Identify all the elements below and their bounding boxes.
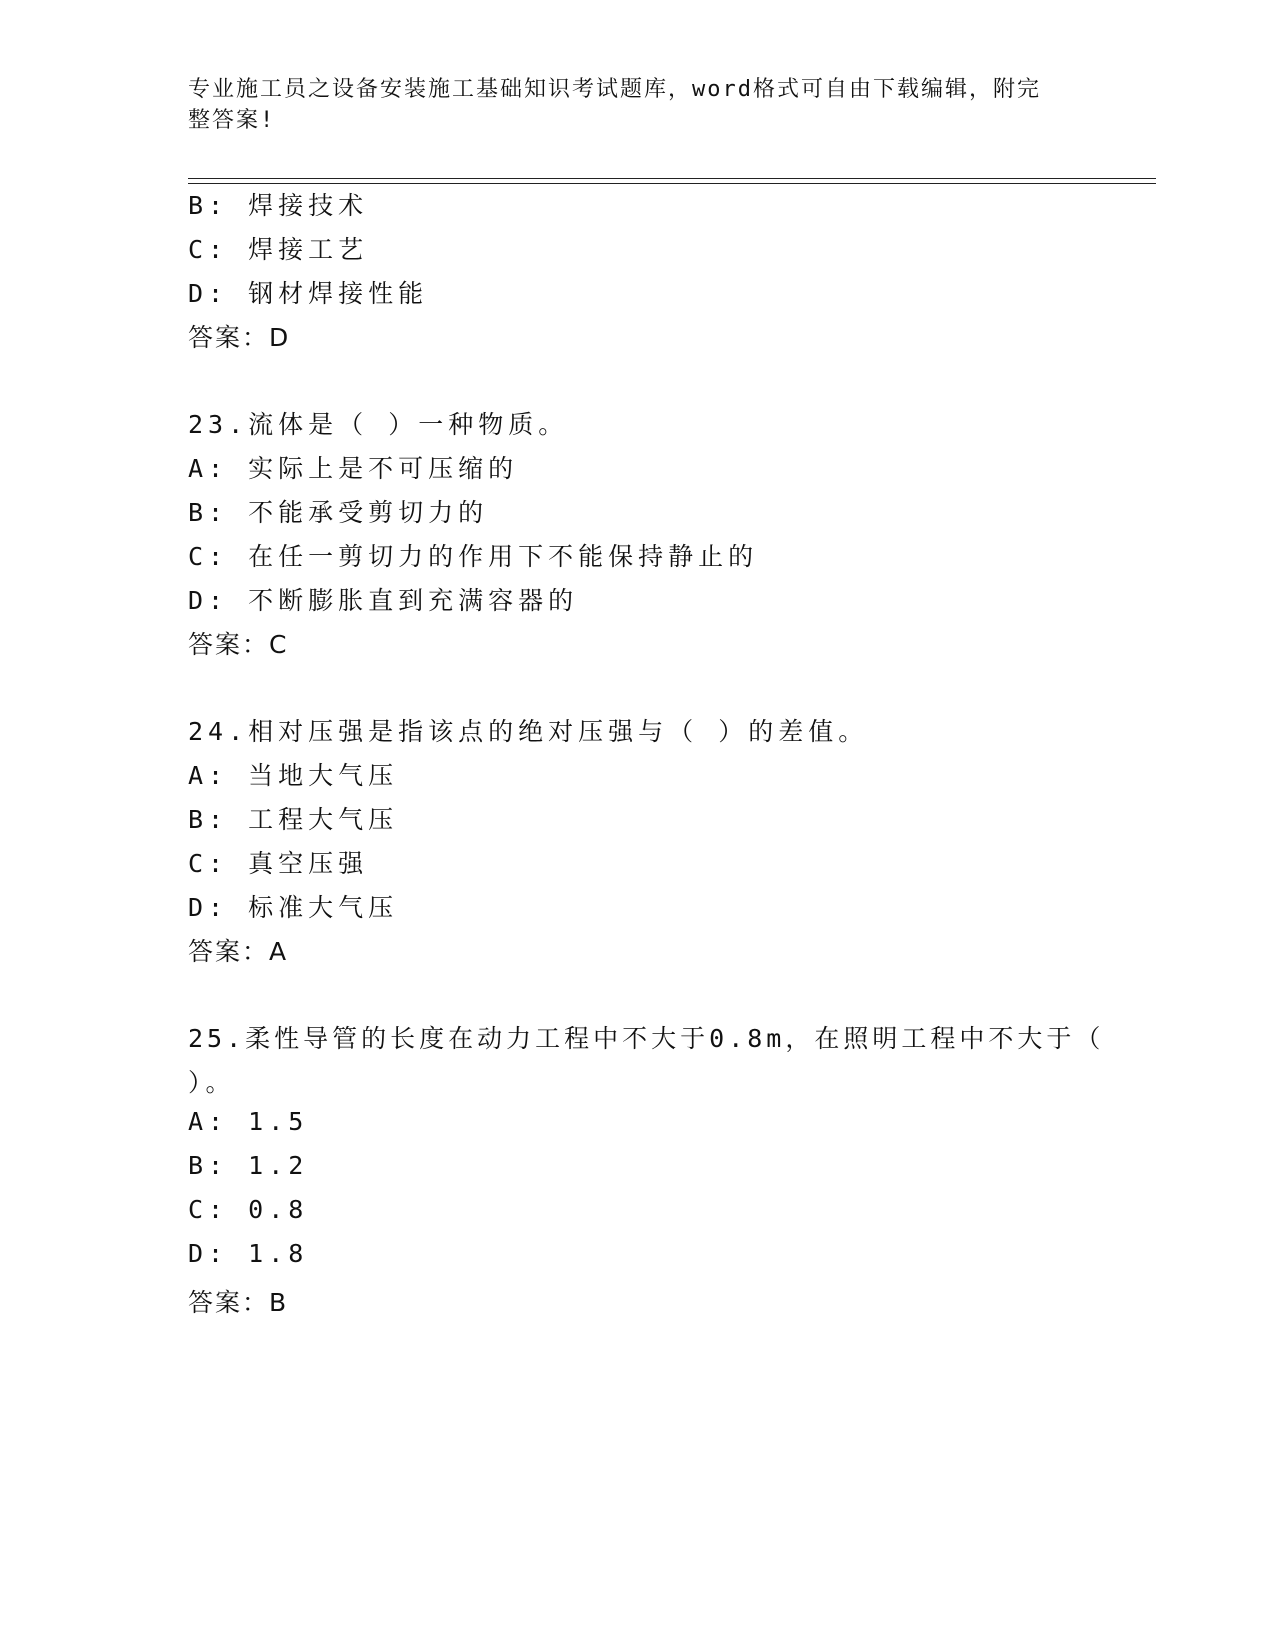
q24-option-b: B: 工程大气压 bbox=[188, 805, 399, 834]
q23-answer: 答案：C bbox=[188, 630, 289, 659]
q25-option-c: C: 0.8 bbox=[188, 1195, 309, 1224]
header-divider-bottom bbox=[188, 183, 1156, 184]
header-text-line-2: 整答案! bbox=[188, 108, 276, 133]
q24-option-d: D: 标准大气压 bbox=[188, 893, 399, 922]
q23-option-d: D: 不断膨胀直到充满容器的 bbox=[188, 586, 579, 615]
q24-answer: 答案：A bbox=[188, 937, 289, 966]
q22-option-c: C: 焊接工艺 bbox=[188, 235, 369, 264]
q23-option-a: A: 实际上是不可压缩的 bbox=[188, 454, 519, 483]
header-divider-top bbox=[188, 178, 1156, 179]
q24-question: 24.相对压强是指该点的绝对压强与（ ）的差值。 bbox=[188, 717, 869, 746]
q25-option-d: D: 1.8 bbox=[188, 1239, 309, 1268]
q23-question: 23.流体是（ ）一种物质。 bbox=[188, 410, 569, 439]
q23-option-b: B: 不能承受剪切力的 bbox=[188, 498, 489, 527]
q25-question-line-1: 25.柔性导管的长度在动力工程中不大于0.8m，在照明工程中不大于（ bbox=[188, 1024, 1105, 1053]
q22-option-b: B: 焊接技术 bbox=[188, 191, 369, 220]
q25-question-line-2: ）。 bbox=[188, 1068, 236, 1097]
header-text-line-1: 专业施工员之设备安装施工基础知识考试题库，word格式可自由下载编辑，附完 bbox=[188, 77, 1041, 102]
document-header bbox=[188, 74, 1088, 136]
q25-answer: 答案：B bbox=[188, 1288, 289, 1317]
q22-answer: 答案：D bbox=[188, 323, 291, 352]
q24-option-c: C: 真空压强 bbox=[188, 849, 369, 878]
q23-option-c: C: 在任一剪切力的作用下不能保持静止的 bbox=[188, 542, 759, 571]
q24-option-a: A: 当地大气压 bbox=[188, 761, 399, 790]
q25-option-b: B: 1.2 bbox=[188, 1151, 309, 1180]
q22-option-d: D: 钢材焊接性能 bbox=[188, 279, 429, 308]
q25-option-a: A: 1.5 bbox=[188, 1107, 309, 1136]
